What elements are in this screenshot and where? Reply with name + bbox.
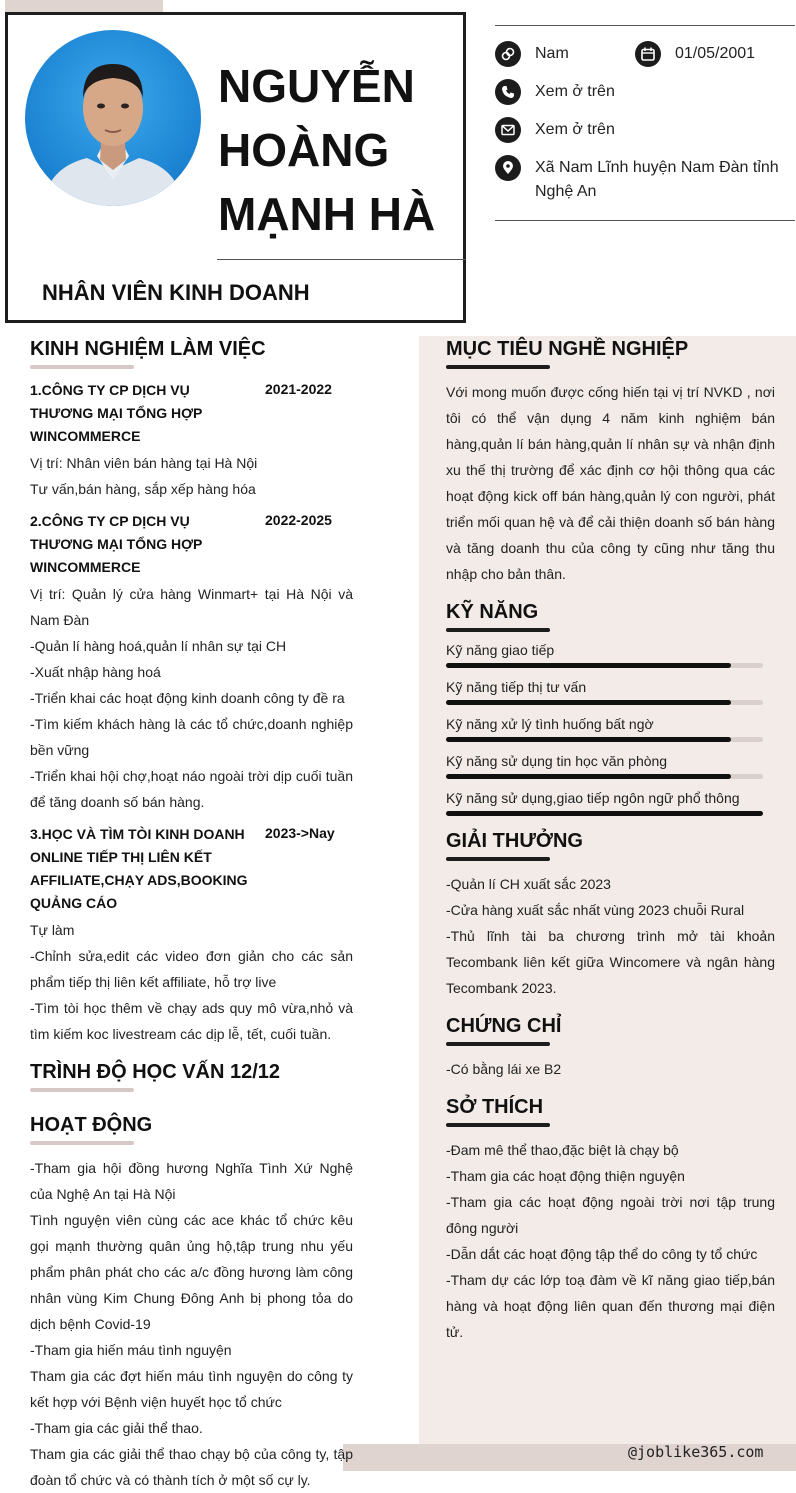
job-line: -Tìm kiếm khách hàng là các tổ chức,doanh nghiệp bền vững	[30, 716, 353, 758]
activity-line: Tham gia các đợt hiến máu tình nguyện do công ty kết hợp với Bệnh viện huyết học tổ chức	[30, 1368, 353, 1410]
skill-bar-track	[446, 737, 763, 742]
hobbies-section	[446, 1096, 775, 1345]
mail-icon	[495, 117, 521, 143]
gender-value: Nam	[535, 45, 569, 62]
skill-bar-fill	[446, 737, 731, 742]
hobby-line: -Tham gia các hoạt động thiện nguyện	[446, 1168, 685, 1184]
job-line: -Triển khai hội chợ,hoạt náo ngoài trời dịp cuối tuần để tăng doanh số bán hàng.	[30, 768, 353, 810]
hobby-line: -Đam mê thể thao,đặc biệt là chạy bộ	[446, 1142, 679, 1158]
activities-section	[30, 1114, 353, 1493]
phone-value: Xem ở trên	[535, 83, 615, 100]
skill-item	[446, 790, 775, 816]
job-entry	[30, 823, 353, 1047]
location-icon	[495, 155, 521, 181]
skill-bar-fill	[446, 663, 731, 668]
activity-line: Tình nguyện viên cùng các ace khác tổ chức kêu gọi mạnh thường quân ủng hộ,tập trung nhu yếu phẩm phân phát cho các a/c đồng hương làm công nhân vùng Kim Chung Đông Anh bị phong tỏa do dịch bệnh Covid-19	[30, 1212, 353, 1332]
section-underline	[446, 1042, 550, 1046]
address-value: Xã Nam Lĩnh huyện Nam Đàn tỉnh Nghệ An	[535, 159, 779, 200]
section-underline	[30, 1141, 134, 1145]
calendar-icon	[635, 41, 661, 67]
skill-bar-track	[446, 663, 763, 668]
job-period: 2023->Nay	[265, 825, 335, 841]
company-name: 2.CÔNG TY CP DỊCH VỤ THƯƠNG MẠI TỔNG HỢP WINCOMMERCE	[30, 513, 203, 575]
activity-line: Tham gia các giải thể thao chạy bộ của công ty, tập đoàn tổ chức và có thành tích ở một số cự ly.	[30, 1446, 353, 1488]
section-title: KỸ NĂNG	[446, 601, 539, 623]
hobby-line: -Tham gia các hoạt động ngoài trời nơi tập trung đông người	[446, 1194, 775, 1236]
activity-line: -Tham gia các giải thể thao.	[30, 1420, 203, 1436]
hobby-line: -Dẫn dắt các hoạt động tập thể do công ty tổ chức	[446, 1246, 758, 1262]
skill-item	[446, 753, 775, 779]
skill-bar-track	[446, 774, 763, 779]
job-line: Vị trí: Quản lý cửa hàng Winmart+ tại Hà Nội và Nam Đàn	[30, 586, 353, 628]
job-period: 2022-2025	[265, 512, 332, 528]
job-entry	[30, 510, 353, 815]
education-section	[30, 1061, 353, 1092]
section-title: TRÌNH ĐỘ HỌC VẤN 12/12	[30, 1061, 281, 1083]
email-value: Xem ở trên	[535, 121, 615, 138]
candidate-name	[218, 54, 458, 246]
skill-bar-fill	[446, 811, 763, 816]
skill-label: Kỹ năng giao tiếp	[446, 642, 555, 658]
section-underline	[30, 1088, 134, 1092]
section-underline	[446, 628, 550, 632]
company-name: 1.CÔNG TY CP DỊCH VỤ THƯƠNG MẠI TỔNG HỢP WINCOMMERCE	[30, 382, 203, 444]
skill-bar-track	[446, 811, 763, 816]
section-title: SỞ THÍCH	[446, 1096, 544, 1118]
name-line-3: MẠNH HÀ	[218, 188, 436, 240]
avatar	[25, 30, 201, 206]
skill-item	[446, 642, 775, 668]
experience-section	[30, 338, 353, 1047]
skill-label: Kỹ năng tiếp thị tư vấn	[446, 679, 587, 695]
right-column	[446, 338, 775, 1345]
section-underline	[446, 857, 550, 861]
activity-line: -Tham gia hiến máu tình nguyện	[30, 1342, 232, 1358]
section-title: HOẠT ĐỘNG	[30, 1114, 153, 1136]
job-line: -Xuất nhập hàng hoá	[30, 664, 161, 680]
section-title: CHỨNG CHỈ	[446, 1015, 562, 1037]
objective-text: Với mong muốn được cống hiến tại vị trí NVKD , nơi tôi có thể vận dụng 4 năm kinh nghiệm bán hàng,quản lí bán hàng,quản lí nhân sự và nhận định xu thế thị trường để xác định cơ hội thông qua các hoạt động kick off bán hàng,quản lý con người, phát triển mối quan hệ và để cải thiện doanh số bán hàng và tăng doanh thu của công ty cũng như tăng thu nhập cho bản thân.	[446, 384, 775, 582]
skill-label: Kỹ năng sử dụng,giao tiếp ngôn ngữ phổ thông	[446, 790, 740, 806]
section-underline	[446, 1123, 550, 1127]
hobby-line: -Tham dự các lớp toạ đàm về kĩ năng giao tiếp,bán hàng và hoạt động liên quan đến thương mại điện tử.	[446, 1272, 775, 1340]
divider	[495, 220, 795, 221]
job-line: Tư vấn,bán hàng, sắp xếp hàng hóa	[30, 481, 256, 497]
award-line: -Quản lí CH xuất sắc 2023	[446, 876, 611, 892]
job-line: Vị trí: Nhân viên bán hàng tại Hà Nội	[30, 455, 258, 471]
skill-item	[446, 679, 775, 705]
left-column	[30, 338, 353, 1493]
divider	[217, 259, 466, 260]
certificates-section	[446, 1015, 775, 1082]
name-line-2: HOÀNG	[218, 124, 390, 176]
skills-list	[446, 642, 775, 816]
company-name: 3.HỌC VÀ TÌM TÒI KINH DOANH ONLINE TIẾP THỊ LIÊN KẾT AFFILIATE,CHẠY ADS,BOOKING QUẢNG CÁO	[30, 826, 248, 911]
name-line-1: NGUYỄN	[218, 60, 415, 112]
skill-bar-track	[446, 700, 763, 705]
job-period: 2021-2022	[265, 381, 332, 397]
skill-bar-fill	[446, 700, 731, 705]
job-line: -Triển khai các hoạt động kinh doanh công ty đề ra	[30, 690, 345, 706]
award-line: -Thủ lĩnh tài ba chương trình mở tài khoản Tecombank liên kết giữa Wincomere và ngân hàng Tecombank 2023.	[446, 928, 775, 996]
phone-icon	[495, 79, 521, 105]
section-underline	[30, 365, 134, 369]
skill-label: Kỹ năng xử lý tình huống bất ngờ	[446, 716, 654, 732]
skill-label: Kỹ năng sử dụng tin học văn phòng	[446, 753, 668, 769]
skill-item	[446, 716, 775, 742]
job-line: -Chỉnh sửa,edit các video đơn giản cho các sản phẩm tiếp thị liên kết affiliate, hỗ trợ live	[30, 948, 353, 990]
section-title: KINH NGHIỆM LÀM VIỆC	[30, 338, 266, 360]
watermark: @joblike365.com	[628, 1443, 764, 1461]
job-line: Tự làm	[30, 922, 75, 938]
gender-icon	[495, 41, 521, 67]
section-underline	[446, 365, 550, 369]
job-line: -Tìm tòi học thêm về chạy ads quy mô vừa,nhỏ và tìm kiếm koc livestream các dịp lễ, tết, cuối tuần.	[30, 1000, 353, 1042]
section-title: GIẢI THƯỞNG	[446, 830, 583, 852]
activity-line: -Tham gia hội đồng hương Nghĩa Tình Xứ Nghệ của Nghệ An tại Hà Nội	[30, 1160, 353, 1202]
certificate-line: -Có bằng lái xe B2	[446, 1061, 562, 1077]
birthdate-value: 01/05/2001	[675, 45, 756, 62]
section-title: MỤC TIÊU NGHỀ NGHIỆP	[446, 338, 689, 360]
job-line: -Quản lí hàng hoá,quản lí nhân sự tại CH	[30, 638, 287, 654]
job-entry	[30, 379, 353, 502]
skills-section	[446, 601, 775, 816]
skill-bar-fill	[446, 774, 731, 779]
job-title: NHÂN VIÊN KINH DOANH	[42, 280, 310, 305]
awards-section	[446, 830, 775, 1001]
divider	[495, 25, 795, 26]
objective-section	[446, 338, 775, 587]
award-line: -Cửa hàng xuất sắc nhất vùng 2023 chuỗi Rural	[446, 902, 745, 918]
